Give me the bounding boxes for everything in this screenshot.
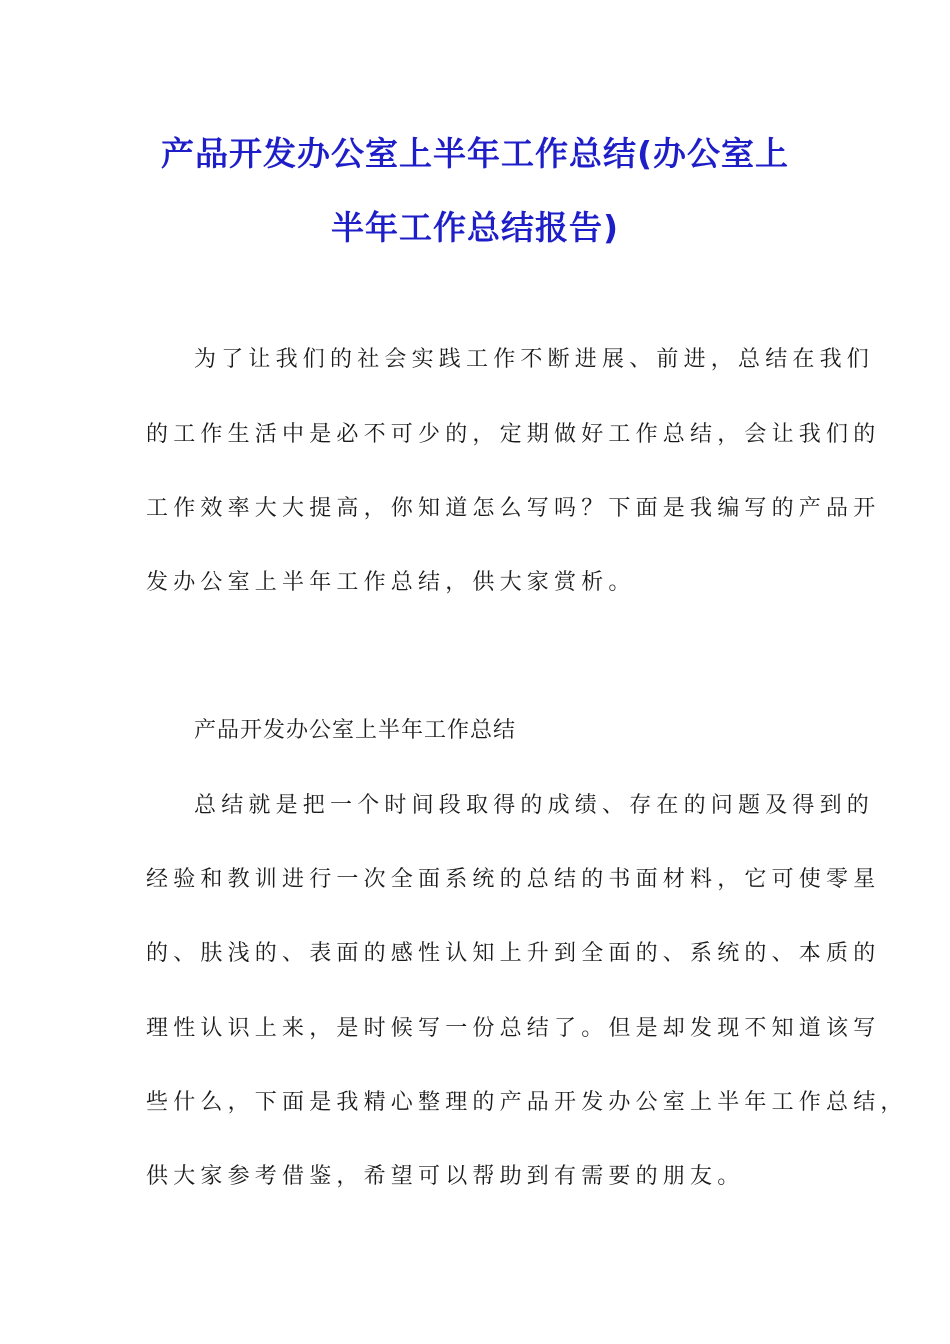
body-paragraph-line-2: 经验和教训进行一次全面系统的总结的书面材料，它可使零星 [146,867,881,892]
body-paragraph-line-1: 总结就是把一个时间段取得的成绩、存在的问题及得到的 [194,793,875,818]
body-paragraph-line-5: 些什么，下面是我精心整理的产品开发办公室上半年工作总结， [146,1090,908,1115]
body-paragraph-line-4: 理性认识上来，是时候写一份总结了。但是却发现不知道该写 [146,1016,881,1041]
intro-paragraph-line-4: 发办公室上半年工作总结，供大家赏析。 [146,570,636,595]
document-title-line-2: 半年工作总结报告) [330,208,620,247]
document-title-line-1: 产品开发办公室上半年工作总结(办公室上 [160,134,790,173]
body-paragraph-line-3: 的、肤浅的、表面的感性认知上升到全面的、系统的、本质的 [146,941,881,966]
body-paragraph-line-6: 供大家参考借鉴，希望可以帮助到有需要的朋友。 [146,1164,745,1189]
section-subheading: 产品开发办公室上半年工作总结 [194,718,517,743]
intro-paragraph-line-1: 为了让我们的社会实践工作不断进展、前进，总结在我们 [194,347,875,372]
intro-paragraph-line-3: 工作效率大大提高，你知道怎么写吗？下面是我编写的产品开 [146,496,881,521]
intro-paragraph-line-2: 的工作生活中是必不可少的，定期做好工作总结，会让我们的 [146,422,881,447]
